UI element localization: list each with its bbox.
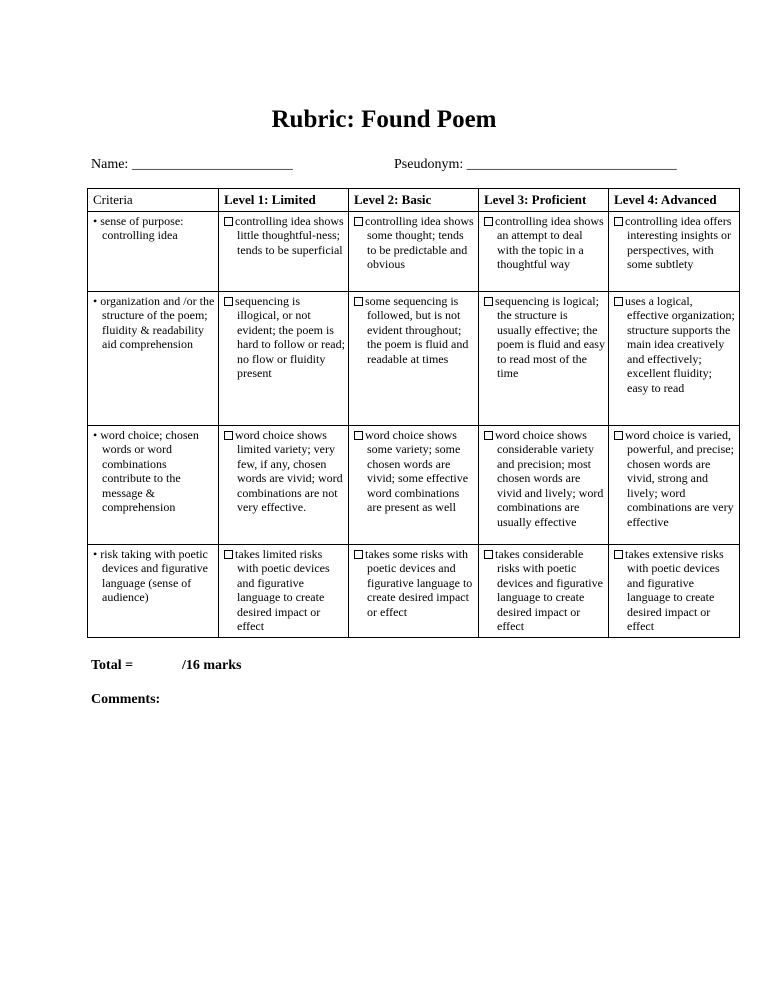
level-text: word choice shows limited variety; very few, if any, chosen words are vivid; word combinations are not very effective. bbox=[235, 427, 343, 514]
header-level-4: Level 4: Advanced bbox=[609, 189, 740, 212]
criteria-text: • sense of purpose: controlling idea bbox=[93, 213, 184, 242]
checkbox-icon[interactable] bbox=[484, 297, 493, 306]
level-cell bbox=[219, 291, 349, 425]
level-cell bbox=[349, 544, 479, 637]
criteria-text: • word choice; chosen words or word combinations contribute to the message & comprehension bbox=[93, 427, 199, 514]
level-text: controlling idea shows some thought; tends to be predictable and obvious bbox=[365, 213, 474, 271]
checkbox-icon[interactable] bbox=[484, 217, 493, 226]
level-text: word choice shows considerable variety and precision; most chosen words are vivid and lively; word combinations are usually effective bbox=[495, 427, 604, 529]
total-label: Total = bbox=[91, 658, 134, 673]
header-level-1: Level 1: Limited bbox=[219, 189, 349, 212]
checkbox-icon[interactable] bbox=[354, 297, 363, 306]
level-cell bbox=[219, 544, 349, 637]
level-cell bbox=[479, 425, 609, 544]
level-text: word choice shows some variety; some chosen words are vivid; some effective word combinations are present as well bbox=[365, 427, 469, 514]
level-text: some sequencing is followed, but is not evident throughout; the poem is fluid and readable at times bbox=[365, 293, 469, 366]
table-header-row bbox=[88, 189, 740, 212]
table-row bbox=[88, 544, 740, 637]
level-cell bbox=[609, 425, 740, 544]
level-text: takes some risks with poetic devices and figurative language to create desired impact or effect bbox=[365, 546, 473, 619]
checkbox-icon[interactable] bbox=[484, 431, 493, 440]
level-cell bbox=[349, 211, 479, 291]
criteria-cell bbox=[88, 291, 219, 425]
header-level-2: Level 2: Basic bbox=[349, 189, 479, 212]
page-title: Rubric: Found Poem bbox=[271, 106, 497, 133]
level-cell bbox=[479, 291, 609, 425]
level-cell bbox=[609, 291, 740, 425]
checkbox-icon[interactable] bbox=[224, 297, 233, 306]
level-cell bbox=[479, 544, 609, 637]
total-marks: /16 marks bbox=[182, 658, 242, 673]
name-field-line: Name: _______________________ bbox=[91, 157, 293, 172]
checkbox-icon[interactable] bbox=[614, 217, 623, 226]
level-text: takes limited risks with poetic devices and figurative language to create desired impact or effect bbox=[235, 546, 330, 633]
level-cell bbox=[609, 544, 740, 637]
criteria-cell bbox=[88, 544, 219, 637]
level-text: controlling idea shows an attempt to deal with the topic in a thoughtful way bbox=[495, 213, 604, 271]
level-cell bbox=[609, 211, 740, 291]
level-text: controlling idea shows little thoughtful-ness; tends to be superficial bbox=[235, 213, 344, 257]
criteria-cell bbox=[88, 211, 219, 291]
level-text: controlling idea offers interesting insights or perspectives, with some subtlety bbox=[625, 213, 732, 271]
level-text: takes extensive risks with poetic devices and figurative language to create desired impact or effect bbox=[625, 546, 724, 633]
checkbox-icon[interactable] bbox=[224, 550, 233, 559]
checkbox-icon[interactable] bbox=[354, 431, 363, 440]
criteria-cell bbox=[88, 425, 219, 544]
header-criteria: Criteria bbox=[88, 189, 219, 212]
criteria-text: • risk taking with poetic devices and figurative language (sense of audience) bbox=[93, 546, 208, 604]
level-cell bbox=[349, 425, 479, 544]
table-row bbox=[88, 211, 740, 291]
checkbox-icon[interactable] bbox=[224, 431, 233, 440]
table-row bbox=[88, 425, 740, 544]
level-cell bbox=[349, 291, 479, 425]
level-text: takes considerable risks with poetic devices and figurative language to create desired impact or effect bbox=[495, 546, 603, 633]
comments-label: Comments: bbox=[91, 692, 161, 707]
checkbox-icon[interactable] bbox=[224, 217, 233, 226]
pseudonym-field-line: Pseudonym: ______________________________ bbox=[394, 157, 677, 172]
level-cell bbox=[219, 425, 349, 544]
level-cell bbox=[219, 211, 349, 291]
checkbox-icon[interactable] bbox=[354, 550, 363, 559]
criteria-text: • organization and /or the structure of the poem; fluidity & readability aid comprehension bbox=[93, 293, 215, 351]
rubric-table bbox=[87, 188, 740, 638]
checkbox-icon[interactable] bbox=[614, 431, 623, 440]
level-text: sequencing is illogical, or not evident; the poem is hard to follow or read; no flow or fluidity present bbox=[235, 293, 345, 380]
level-text: word choice is varied, powerful, and precise; chosen words are vivid, strong and lively; word combinations are very effective bbox=[625, 427, 734, 529]
checkbox-icon[interactable] bbox=[484, 550, 493, 559]
checkbox-icon[interactable] bbox=[354, 217, 363, 226]
checkbox-icon[interactable] bbox=[614, 550, 623, 559]
header-level-3: Level 3: Proficient bbox=[479, 189, 609, 212]
checkbox-icon[interactable] bbox=[614, 297, 623, 306]
level-cell bbox=[479, 211, 609, 291]
level-text: sequencing is logical; the structure is usually effective; the poem is fluid and easy to read most of the time bbox=[495, 293, 605, 380]
table-row bbox=[88, 291, 740, 425]
level-text: uses a logical, effective organization; structure supports the main idea creatively and effectively; excellent fluidity; easy to read bbox=[625, 293, 735, 395]
